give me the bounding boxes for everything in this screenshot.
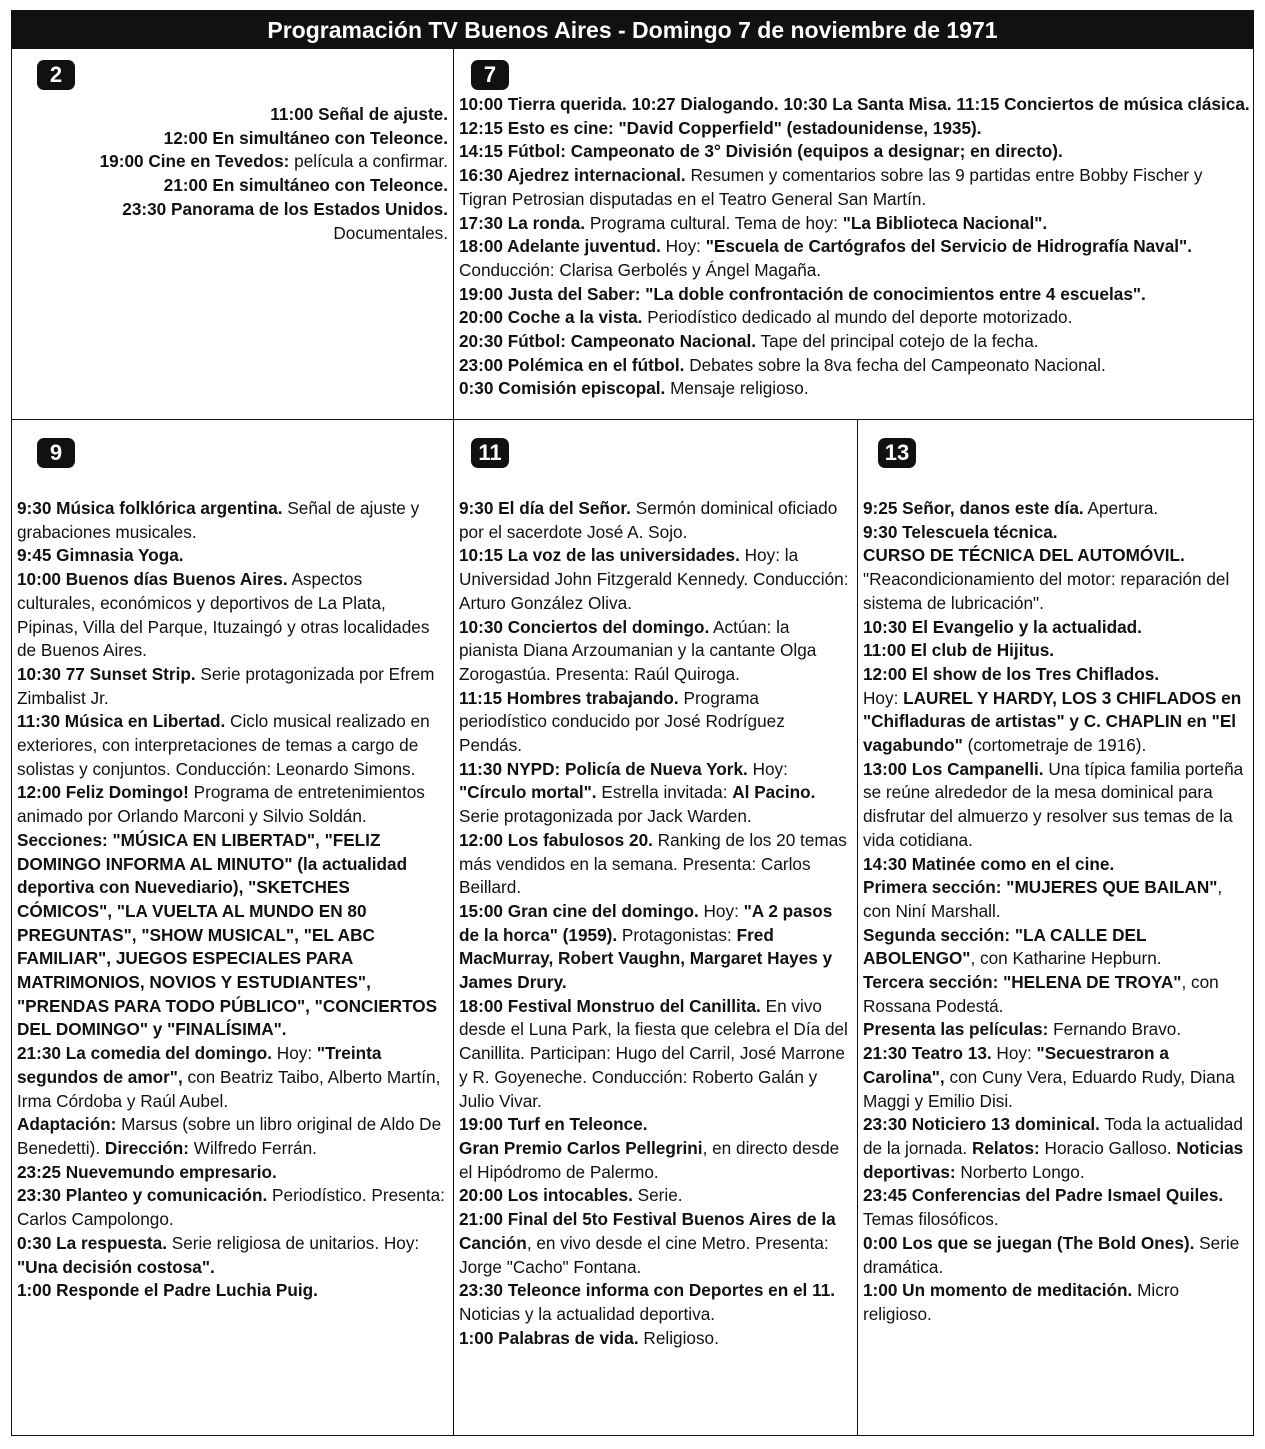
program-text-bold: "Treinta segundos de amor", — [17, 1043, 382, 1087]
program-text-bold: 18:00 Festival Monstruo del Canillita. — [459, 995, 761, 1016]
program-text-bold: "A 2 pasos de la horca" (1959). — [459, 900, 833, 945]
program-entry — [459, 235, 1251, 282]
program-entry — [863, 616, 1249, 640]
program-text: Serie protagonizada por Efrem Zimbalist Jr. — [17, 663, 435, 708]
program-entry — [17, 1279, 445, 1303]
program-text-bold: 1:00 Un momento de meditación. — [863, 1280, 1133, 1301]
program-entry — [459, 354, 1251, 378]
program-entry — [459, 377, 1251, 401]
program-text: Serie dramática. — [863, 1232, 1240, 1277]
program-text: Horacio Galloso. — [1039, 1137, 1177, 1158]
row-divider — [12, 419, 1253, 420]
program-text-bold: 1:00 Palabras de vida. — [459, 1327, 639, 1348]
program-text-bold: 10:00 Tierra querida. 10:27 Dialogando. 10:30 La Santa Misa. 11:15 Conciertos de música clásica. 12:15 Esto es cine: "David Copperfield" (estadounidense, 1935). — [459, 94, 1250, 138]
program-text-bold: Fred MacMurray, Robert Vaughn, Margaret Hayes y James Drury. — [459, 924, 833, 993]
program-entry — [17, 1232, 445, 1279]
program-text: Hoy: la Universidad John Fitzgerald Kennedy. Conducción: Arturo González Oliva. — [459, 545, 849, 613]
column-divider — [857, 419, 858, 1435]
channel-13-badge: 13 — [878, 438, 916, 468]
program-text: Religioso. — [638, 1327, 719, 1348]
program-text: "Reacondicionamiento del motor: reparación del sistema de lubricación". — [863, 569, 1230, 613]
program-entry — [62, 103, 448, 127]
program-text: Serie protagonizada por Jack Warden. — [459, 806, 752, 827]
program-text-bold: 0:30 La respuesta. — [17, 1232, 167, 1253]
program-text-bold: 9:30 Telescuela técnica. — [863, 521, 1058, 542]
program-entry — [459, 93, 1251, 140]
program-text: , con Niní Marshall. — [863, 877, 1223, 921]
program-entry — [863, 1184, 1249, 1231]
program-text-bold: CURSO DE TÉCNICA DEL AUTOMÓVIL. — [863, 545, 1185, 566]
program-text-bold: 13:00 Los Campanelli. — [863, 758, 1044, 779]
program-text: Micro religioso. — [863, 1280, 1180, 1324]
program-entry — [863, 876, 1249, 923]
program-entry — [863, 853, 1249, 877]
program-text-bold: Relatos: — [971, 1137, 1040, 1158]
program-text-bold: 0:00 Los que se juegan (The Bold Ones). — [863, 1232, 1195, 1253]
program-text-bold: 23:30 Noticiero 13 dominical. — [863, 1114, 1100, 1135]
program-text-bold: 11:00 Señal de ajuste. — [270, 104, 448, 124]
channel-9-badge: 9 — [37, 438, 75, 468]
program-text-bold: 9:30 Música folklórica argentina. — [17, 498, 283, 518]
program-entry — [62, 198, 448, 245]
program-text-bold: 20:30 Fútbol: Campeonato Nacional. — [459, 331, 757, 352]
program-entry — [459, 544, 851, 615]
program-entry — [863, 758, 1249, 853]
program-text-bold: 12:00 Feliz Domingo! — [17, 782, 189, 803]
program-text-bold: 15:00 Gran cine del domingo. — [459, 900, 699, 921]
program-text: película a confirmar. — [289, 151, 448, 172]
program-text: Documentales. — [333, 222, 448, 243]
program-text-bold: Al Pacino. — [732, 782, 816, 803]
program-text-bold: 11:15 Hombres trabajando. — [459, 687, 679, 708]
program-entry — [863, 1042, 1249, 1113]
program-text-bold: 11:00 El club de Hijitus. — [863, 640, 1055, 661]
program-entry — [863, 639, 1249, 663]
program-text-bold: LAUREL Y HARDY, LOS 3 CHIFLADOS en "Chifladuras de artistas" y C. CHAPLIN en "El vagabundo" — [863, 687, 1242, 756]
program-text: Estrella invitada: — [596, 782, 733, 803]
program-text-bold: 21:30 La comedia del domingo. — [17, 1043, 273, 1064]
program-text: Hoy: — [863, 687, 904, 708]
program-text-bold: 14:30 Matinée como en el cine. — [863, 853, 1115, 874]
program-entry — [459, 330, 1251, 354]
program-text-bold: Primera sección: "MUJERES QUE BAILAN" — [863, 877, 1218, 898]
program-entry — [863, 1279, 1249, 1326]
program-text-bold: 19:00 Turf en Teleonce. — [459, 1114, 648, 1135]
program-entry — [17, 1113, 445, 1160]
program-text-bold: 23:30 Panorama de los Estados Unidos. — [122, 198, 448, 219]
program-text: con Beatriz Taibo, Alberto Martín, Irma Córdoba y Raúl Aubel. — [17, 1066, 441, 1111]
program-text-bold: 9:30 El día del Señor. — [459, 498, 631, 518]
program-text: Fernando Bravo. — [1048, 1019, 1182, 1040]
program-entry — [17, 1042, 445, 1113]
program-text: con Cuny Vera, Eduardo Rudy, Diana Maggi y Emilio Disi. — [863, 1066, 1235, 1111]
program-entry — [62, 174, 448, 198]
program-entry — [863, 1232, 1249, 1279]
program-entry — [863, 1018, 1249, 1042]
program-text: Conducción: Clarisa Gerbolés y Ángel Magaña. — [459, 259, 822, 280]
program-text-bold: 20:00 Coche a la vista. — [459, 307, 643, 328]
program-text-bold: 1:00 Responde el Padre Luchia Puig. — [17, 1280, 318, 1301]
program-text-bold: 21:00 En simultáneo con Teleonce. — [163, 175, 448, 196]
channel-7-listing — [459, 93, 1251, 401]
program-text: Programa periodístico conducido por José Rodríguez Pendás. — [459, 687, 785, 756]
program-entry — [459, 283, 1251, 307]
program-text-bold: 10:30 Conciertos del domingo. — [459, 616, 710, 637]
program-text: Apertura. — [1083, 498, 1159, 518]
channel-11-listing — [459, 497, 851, 1350]
program-entry — [17, 710, 445, 781]
program-text-bold: Noticias deportivas: — [863, 1137, 1244, 1182]
program-entry — [17, 568, 445, 663]
channel-11-badge: 11 — [471, 438, 509, 468]
program-text-bold: 23:45 Conferencias del Padre Ismael Quiles. — [863, 1185, 1224, 1206]
program-entry — [62, 127, 448, 151]
program-text-bold: 17:30 La ronda. — [459, 212, 586, 233]
program-entry — [459, 687, 851, 758]
program-text: Serie. — [632, 1185, 683, 1206]
program-entry — [863, 544, 1249, 615]
program-text-bold: 23:30 Planteo y comunicación. — [17, 1185, 268, 1206]
program-text: Hoy: — [747, 758, 788, 779]
program-text: Programa cultural. Tema de hoy: — [585, 212, 843, 233]
channel-2-badge: 2 — [37, 60, 75, 90]
program-text-bold: 23:00 Polémica en el fútbol. — [459, 354, 685, 375]
channel-2-listing — [62, 103, 448, 245]
program-entry — [459, 306, 1251, 330]
program-entry — [459, 1279, 851, 1326]
program-text: Hoy: — [991, 1043, 1037, 1064]
program-entry — [863, 497, 1249, 521]
program-text: Tape del principal cotejo de la fecha. — [756, 331, 1039, 352]
program-entry — [459, 1208, 851, 1279]
program-text: Actúan: la pianista Diana Arzoumanian y la cantante Olga Zorogastúa. Presenta: Raúl Quiroga. — [459, 616, 817, 684]
program-entry — [459, 164, 1251, 211]
program-text: Debates sobre la 8va fecha del Campeonato Nacional. — [684, 354, 1106, 375]
program-text-bold: 12:00 Los fabulosos 20. — [459, 829, 653, 850]
program-text-bold: "Escuela de Cartógrafos del Servicio de Hidrografía Naval". — [705, 236, 1192, 257]
program-text: Toda la actualidad de la jornada. — [863, 1114, 1243, 1158]
program-entry — [459, 1113, 851, 1137]
program-text: En vivo desde el Luna Park, la fiesta que celebra el Día del Canillita. Participan: Hugo del Carril, José Marrone y R. Goyeneche. Conducción: Roberto Galán y Julio Vivar. — [459, 995, 848, 1111]
program-text: Una típica familia porteña se reúne alrededor de la mesa dominical para disfrutar del almuerzo y resolver sus temas de la vida cotidiana. — [863, 758, 1244, 850]
program-text-bold: Dirección: — [104, 1137, 189, 1158]
program-entry — [459, 1137, 851, 1184]
program-text-bold: 19:00 Cine en Tevedos: — [99, 151, 290, 172]
program-text-bold: 23:30 Teleonce informa con Deportes en el 11. — [459, 1280, 836, 1301]
program-text-bold: Adaptación: — [17, 1114, 117, 1135]
program-entry — [459, 758, 851, 829]
program-text-bold: 9:45 Gimnasia Yoga. — [17, 545, 184, 566]
program-entry — [459, 900, 851, 995]
program-entry — [863, 687, 1249, 758]
program-entry — [459, 1327, 851, 1351]
program-text-bold: 11:30 Música en Libertad. — [17, 711, 226, 732]
program-entry — [17, 663, 445, 710]
program-text-bold: 21:30 Teatro 13. — [863, 1043, 992, 1064]
program-text-bold: "Una decisión costosa". — [17, 1256, 215, 1277]
program-entry — [17, 1161, 445, 1185]
program-text-bold: 23:25 Nuevemundo empresario. — [17, 1161, 277, 1182]
program-text: Marsus (sobre un libro original de Aldo De Benedetti). — [17, 1114, 442, 1158]
program-text: Serie religiosa de unitarios. Hoy: — [167, 1232, 420, 1253]
program-text-bold: 20:00 Los intocables. — [459, 1185, 633, 1206]
column-divider — [453, 49, 454, 1435]
program-text-bold: 19:00 Justa del Saber: "La doble confrontación de conocimientos entre 4 escuelas". — [459, 283, 1146, 304]
channel-7-badge: 7 — [471, 60, 509, 90]
program-text-bold: 10:30 El Evangelio y la actualidad. — [863, 616, 1142, 637]
program-entry — [863, 971, 1249, 1018]
program-text: (cortometraje de 1916). — [962, 735, 1147, 756]
program-entry — [863, 663, 1249, 687]
program-text-bold: Presenta las películas: — [863, 1019, 1049, 1040]
program-entry — [459, 140, 1251, 164]
tv-schedule-sheet — [11, 10, 1254, 1436]
program-text: Ranking de los 20 temas más vendidos en la semana. Presenta: Carlos Beillard. — [459, 829, 847, 898]
program-entry — [459, 497, 851, 544]
program-entry — [459, 212, 1251, 236]
program-text-bold: 12:00 El show de los Tres Chiflados. — [863, 663, 1160, 684]
channel-9-listing — [17, 497, 445, 1303]
channel-13-listing — [863, 497, 1249, 1327]
program-text-bold: Secciones: "MÚSICA EN LIBERTAD", "FELIZ DOMINGO INFORMA AL MINUTO" (la actualidad deportiva con Nuevediario), "SKETCHES CÓMICOS", "LA VUELTA AL MUNDO EN 80 PREGUNTAS", "SHOW MUSICAL", "EL ABC FAMILIAR", JUEGOS ESPECIALES PARA MATRIMONIOS, NOVIOS Y ESTUDIANTES", "PRENDAS PARA TODO PÚBLICO", "CONCIERTOS DEL DOMINGO" y "FINALÍSIMA". — [17, 829, 438, 1040]
program-text-bold: 12:00 En simultáneo con Teleonce. — [163, 127, 448, 148]
program-entry — [17, 829, 445, 1042]
program-text-bold: 14:15 Fútbol: Campeonato de 3° División (equipos a designar; en directo). — [459, 141, 1063, 162]
program-text: Periodístico. Presenta: Carlos Campolongo. — [17, 1185, 445, 1230]
program-text-bold: "Secuestraron a Carolina", — [863, 1043, 1169, 1087]
program-text-bold: "La Biblioteca Nacional". — [842, 212, 1048, 233]
program-entry — [17, 1184, 445, 1231]
program-entry — [459, 829, 851, 900]
program-text: Protagonistas: — [617, 924, 737, 945]
program-text: Hoy: — [698, 900, 744, 921]
program-text: , en vivo desde el cine Metro. Presenta: Jorge "Cacho" Fontana. — [459, 1232, 829, 1277]
program-entry — [459, 995, 851, 1114]
program-entry — [17, 544, 445, 568]
page-title: Programación TV Buenos Aires - Domingo 7 de noviembre de 1971 — [12, 11, 1253, 49]
program-text: Periodístico dedicado al mundo del deporte motorizado. — [642, 307, 1073, 328]
program-text-bold: Gran Premio Carlos Pellegrini — [459, 1137, 703, 1158]
program-text: Resumen y comentarios sobre las 9 partidas entre Bobby Fischer y Tigran Petrosian disputadas en el Teatro General San Martín. — [459, 165, 1203, 209]
program-entry — [17, 781, 445, 828]
program-text: Aspectos culturales, económicos y deportivos de La Plata, Pipinas, Villa del Parque, Ituzaingó y otras localidades de Buenos Aires. — [17, 569, 430, 661]
program-text: , con Rossana Podestá. — [863, 972, 1219, 1016]
program-entry — [863, 521, 1249, 545]
program-text: Sermón dominical oficiado por el sacerdote José A. Sojo. — [459, 498, 838, 542]
program-text-bold: Tercera sección: "HELENA DE TROYA" — [863, 972, 1182, 993]
program-text: Hoy: — [660, 236, 706, 257]
program-text-bold: 16:30 Ajedrez internacional. — [459, 165, 686, 186]
program-entry — [863, 924, 1249, 971]
program-text-bold: "Círculo mortal". — [459, 782, 597, 803]
program-text-bold: 11:30 NYPD: Policía de Nueva York. — [459, 758, 748, 779]
program-text: Mensaje religioso. — [665, 378, 809, 399]
program-text-bold: 9:25 Señor, danos este día. — [863, 498, 1084, 518]
program-entry — [863, 1113, 1249, 1184]
program-text: Hoy: — [272, 1043, 317, 1064]
program-text: Wilfredo Ferrán. — [188, 1137, 317, 1158]
program-text: Noticias y la actualidad deportiva. — [459, 1303, 716, 1324]
program-text-bold: 0:30 Comisión episcopal. — [459, 378, 666, 399]
program-entry — [459, 616, 851, 687]
program-text-bold: 10:30 77 Sunset Strip. — [17, 663, 196, 684]
program-text: Norberto Longo. — [955, 1161, 1085, 1182]
program-text: Temas filosóficos. — [863, 1209, 999, 1230]
program-text-bold: 18:00 Adelante juventud. — [459, 236, 661, 257]
program-text-bold: Segunda sección: "LA CALLE DEL ABOLENGO" — [863, 924, 1147, 969]
program-entry — [459, 1184, 851, 1208]
program-text-bold: 21:00 Final del 5to Festival Buenos Aires de la Canción — [459, 1209, 836, 1253]
program-text-bold: 10:00 Buenos días Buenos Aires. — [17, 569, 288, 590]
program-text-bold: 10:15 La voz de las universidades. — [459, 545, 740, 566]
program-text: Programa de entretenimientos animado por Orlando Marconi y Silvio Soldán. — [17, 782, 425, 827]
program-text: , con Katharine Hepburn. — [970, 948, 1162, 969]
program-entry — [62, 150, 448, 174]
program-entry — [17, 497, 445, 544]
program-text: Señal de ajuste y grabaciones musicales. — [17, 498, 420, 542]
program-text: Ciclo musical realizado en exteriores, con interpretaciones de temas a cargo de solistas y conjuntos. Conducción: Leonardo Simons. — [17, 711, 430, 779]
program-text: , en directo desde el Hipódromo de Palermo. — [459, 1137, 840, 1182]
